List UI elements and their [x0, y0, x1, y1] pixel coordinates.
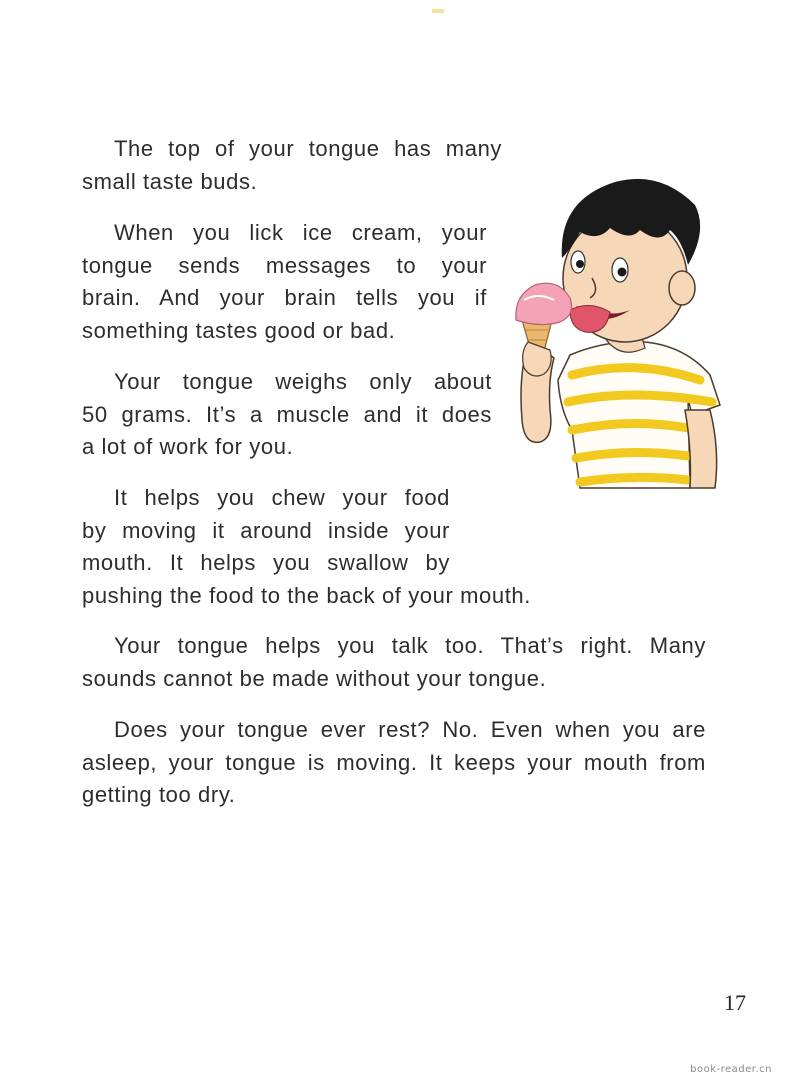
text-line: The top of your tongue has many — [114, 136, 502, 161]
paragraph-chew-swallow — [82, 482, 572, 612]
paragraph-taste-buds — [82, 133, 502, 198]
text-line: tongue sends messages to your — [82, 252, 487, 278]
text-line: 50 grams. It’s a muscle and it does — [82, 401, 492, 427]
text-line: asleep, your tongue is moving. It keeps your mouth from — [82, 749, 706, 775]
paragraph-rest — [82, 714, 722, 812]
text-line: mouth. It helps you swallow by — [82, 550, 450, 575]
text-line: small taste buds. — [82, 168, 258, 194]
text-line: by moving it around inside your — [82, 517, 450, 543]
text-line: When you lick ice cream, your — [114, 220, 487, 245]
text-line: brain. And your brain tells you if — [82, 285, 487, 310]
top-edge-mark — [432, 0, 444, 4]
text-line: something tastes good or bad. — [82, 317, 396, 343]
text-line: It helps you chew your food — [114, 485, 450, 510]
paragraph-talk — [82, 630, 722, 695]
page-number: 17 — [724, 990, 746, 1015]
boy-licking-ice-cream-illustration — [510, 170, 730, 500]
watermark: book-reader.cn — [690, 1064, 772, 1075]
text-line: getting too dry. — [82, 782, 236, 807]
text-line: Your tongue helps you talk too. That’s right. Many — [114, 633, 706, 658]
paragraph-ice-cream — [82, 217, 487, 347]
text-line: pushing the food to the back of your mouth. — [82, 582, 531, 608]
text-line: sounds cannot be made without your tongue. — [82, 665, 547, 691]
text-line: a lot of work for you. — [82, 434, 294, 459]
text-line: Your tongue weighs only about — [114, 369, 492, 394]
paragraph-tongue-weight — [82, 366, 492, 464]
text-line: Does your tongue ever rest? No. Even when you are — [114, 717, 706, 742]
